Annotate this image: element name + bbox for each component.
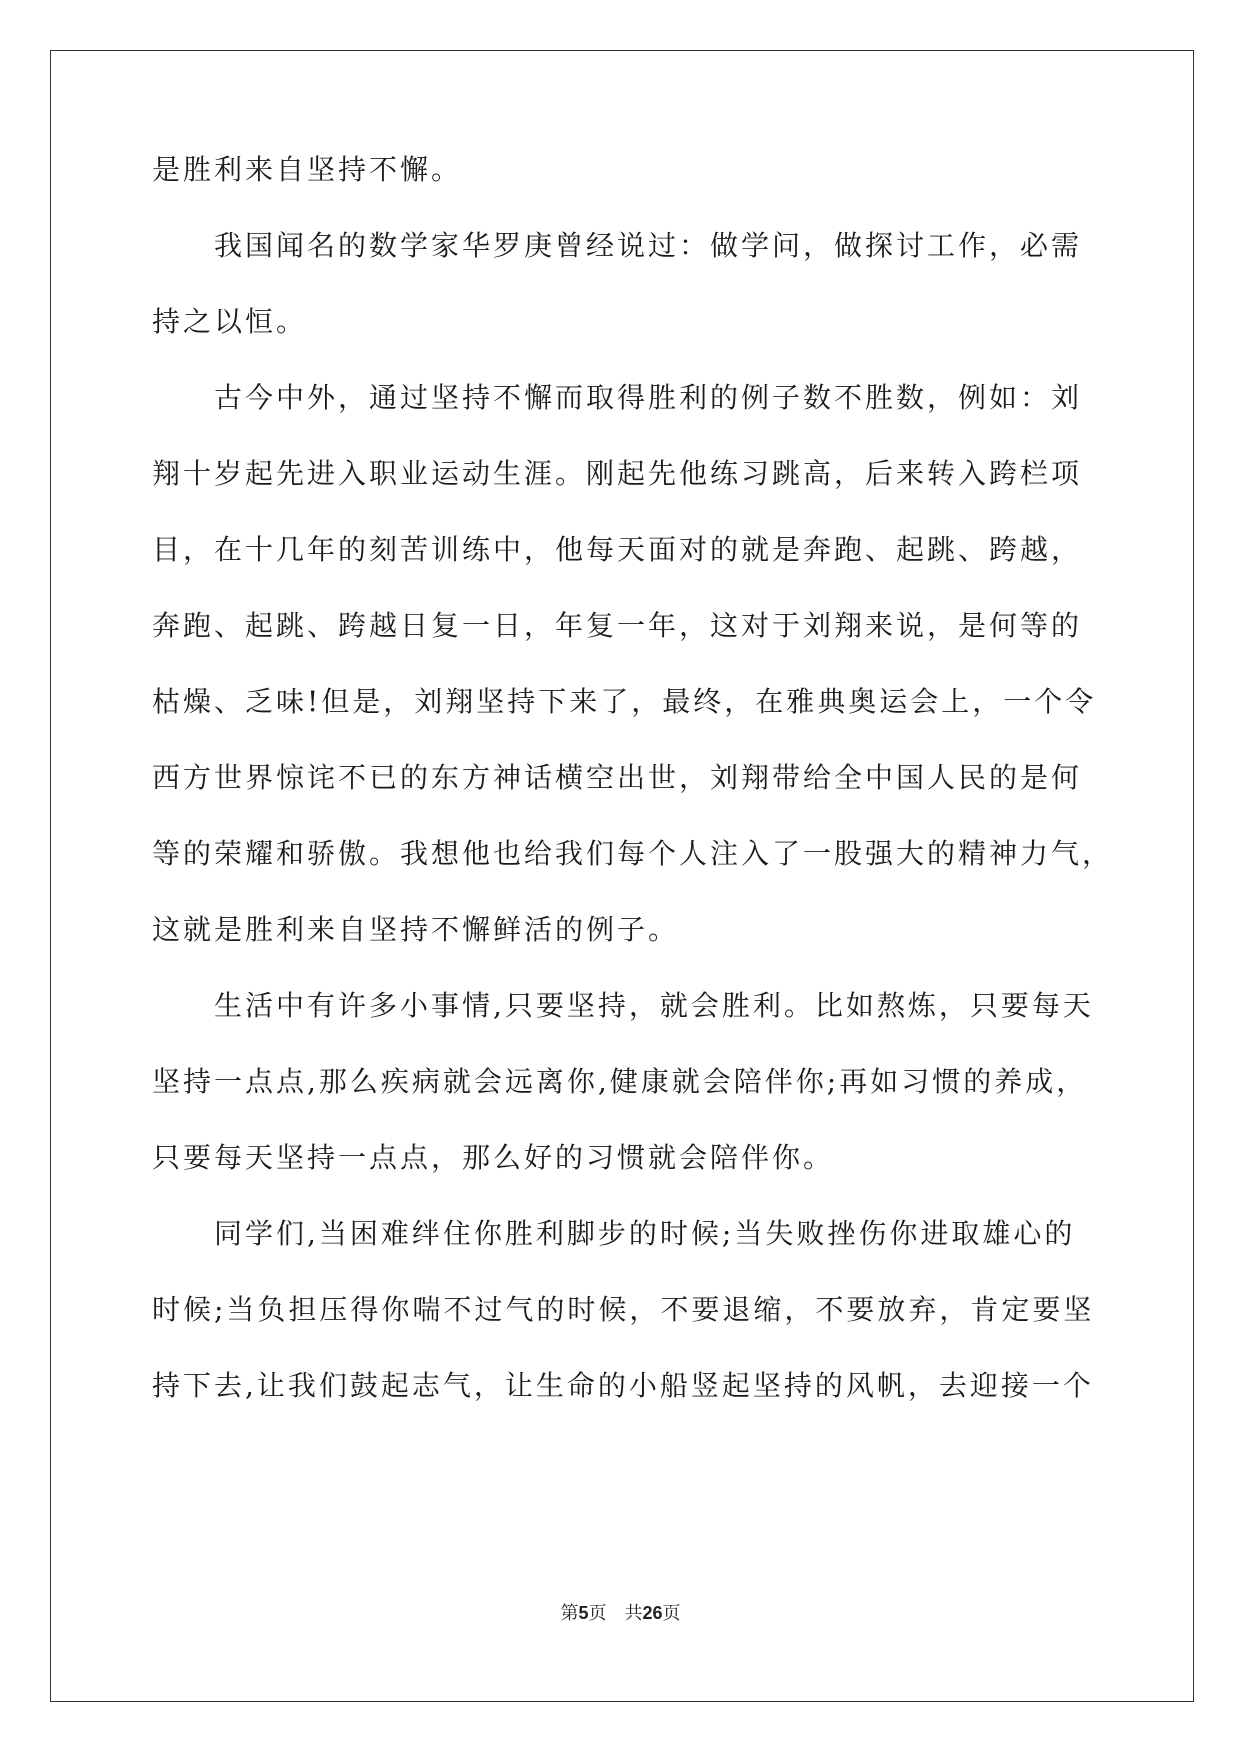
text-line: 古今中外，通过坚持不懈而取得胜利的例子数不胜数，例如：刘 [214,381,1083,414]
text-line: 奔跑、起跳、跨越日复一日，年复一年，这对于刘翔来说，是何等的 [152,609,1083,642]
page-border [50,50,1194,1702]
text-line: 只要每天坚持一点点，那么好的习惯就会陪伴你。 [152,1141,835,1174]
page-footer [0,1601,1241,1626]
text-line: 持下去,让我们鼓起志气，让生命的小船竖起坚持的风帆，去迎接一个 [152,1369,1094,1402]
text-line: 坚持一点点,那么疾病就会远离你,健康就会陪伴你;再如习惯的养成， [152,1065,1088,1098]
text-line: 目，在十几年的刻苦训练中，他每天面对的就是奔跑、起跳、跨越， [152,533,1083,566]
text-line: 时候;当负担压得你喘不过气的时候，不要退缩，不要放弃，肯定要坚 [152,1293,1095,1326]
footer-middle: 页 共 [588,1603,643,1624]
text-line: 等的荣耀和骄傲。我想他也给我们每个人注入了一股强大的精神力气， [152,837,1114,870]
text-line: 生活中有许多小事情,只要坚持，就会胜利。比如熬炼，只要每天 [214,989,1094,1022]
text-line: 是胜利来自坚持不懈。 [152,153,463,186]
current-page-number: 5 [578,1603,589,1623]
text-line: 同学们,当困难绊住你胜利脚步的时候;当失败挫伤你进取雄心的 [214,1217,1076,1250]
text-line: 枯燥、乏味!但是，刘翔坚持下来了，最终，在雅典奥运会上，一个令 [152,685,1097,718]
footer-prefix: 第 [560,1603,579,1624]
text-line: 这就是胜利来自坚持不懈鲜活的例子。 [152,913,680,946]
text-line: 我国闻名的数学家华罗庚曾经说过：做学问，做探讨工作，必需 [214,229,1083,262]
text-line: 持之以恒。 [152,305,308,338]
text-line: 西方世界惊诧不已的东方神话横空出世，刘翔带给全中国人民的是何 [152,761,1083,794]
footer-suffix: 页 [662,1603,681,1624]
text-line: 翔十岁起先进入职业运动生涯。刚起先他练习跳高，后来转入跨栏项 [152,457,1083,490]
total-page-count: 26 [642,1603,663,1623]
